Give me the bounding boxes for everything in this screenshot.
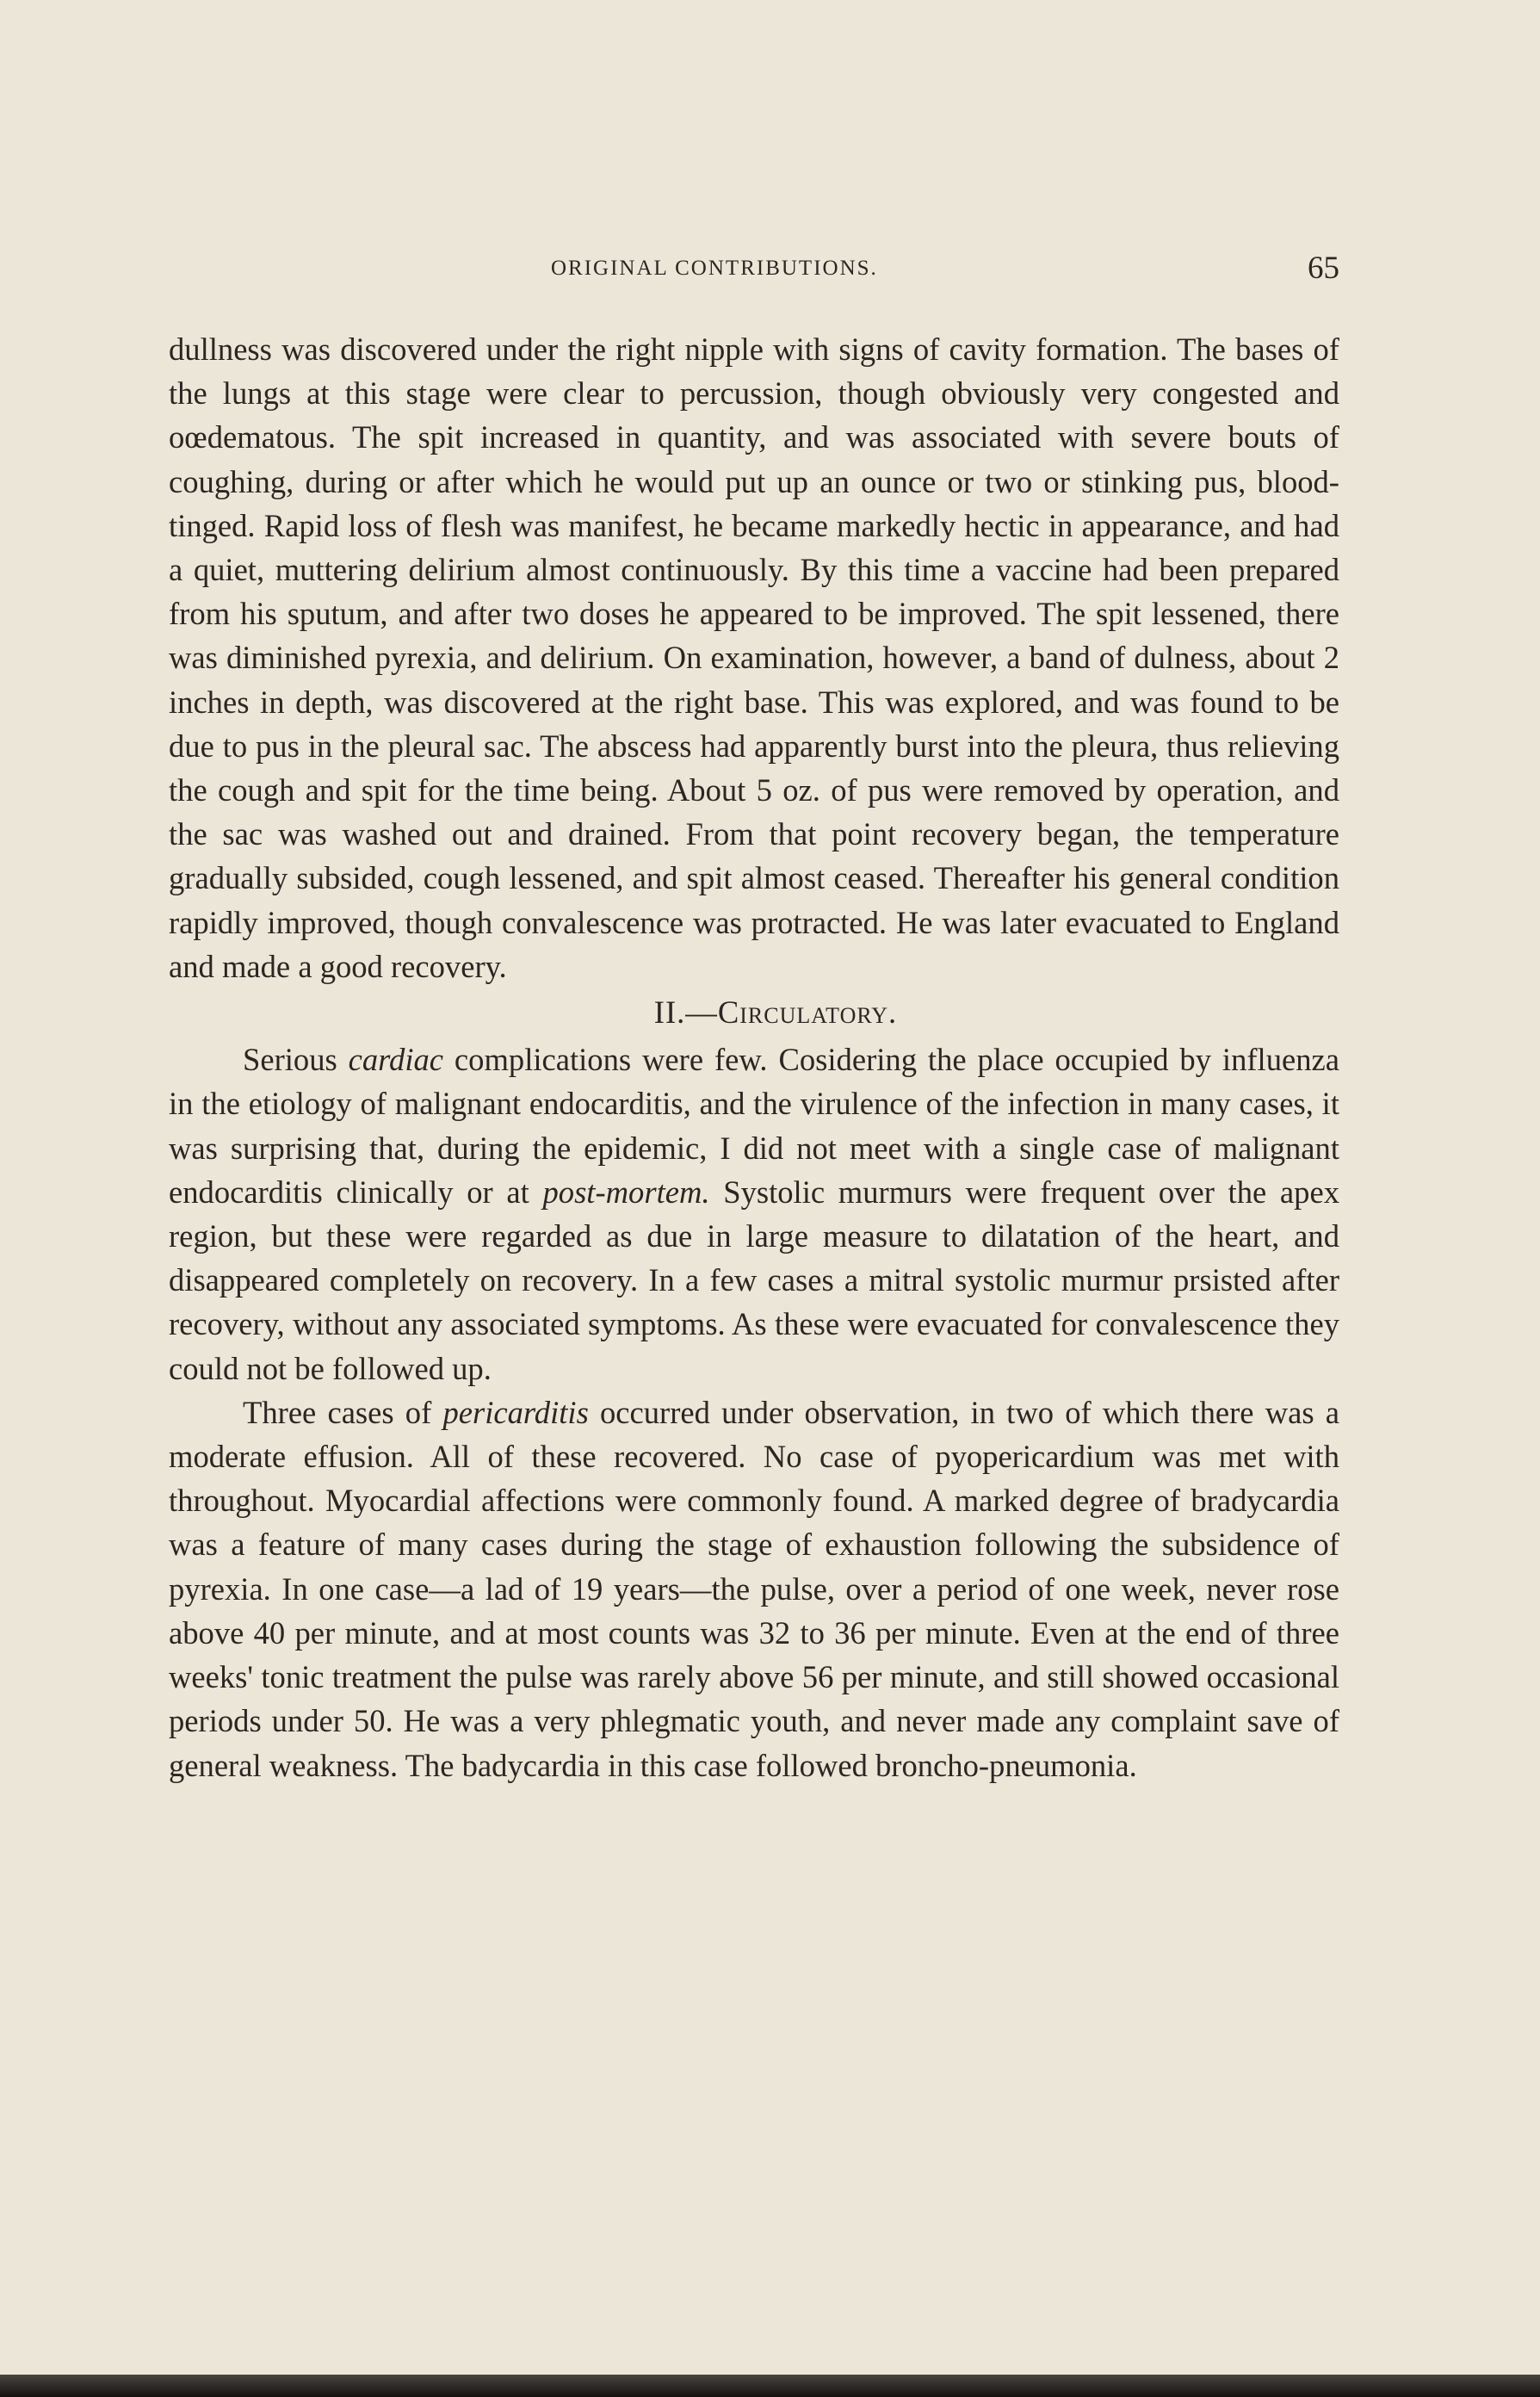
page-number: 65 xyxy=(1308,251,1339,286)
text-run: Systolic murmurs were frequent over the apex region, but these were regarded as due in large measure to dilatation of the heart, and disappeared completely on recovery. In a few cases a mitral systolic murmur prsisted after recovery, without any associated symptoms. As these were evacuated for convalescence they could not be followed up. xyxy=(169,1174,1339,1386)
body-text xyxy=(169,327,1339,1787)
paragraph-pericarditis xyxy=(169,1391,1339,1787)
italic-term-cardiac: cardiac xyxy=(348,1042,444,1078)
text-run: Serious xyxy=(243,1042,349,1078)
italic-term-pericarditis: pericarditis xyxy=(442,1394,589,1430)
text-run: occurred under observation, in two of which there was a moderate effusion. All of these recovered. No case of pyopericardium was met with throughout. Myocardial affections were commonly found. A marked degree of bradycardia was a feature of many cases during the stage of exhaustion following the subsidence of pyrexia. In one case—a lad of 19 years—the pulse, over a period of one week, never rose above 40 per minute, and at most counts was 32 to 36 per minute. Even at the end of three weeks' tonic treatment the pulse was rarely above 56 per minute, and still showed occasional periods under 50. He was a very phlegmatic youth, and never made any complaint save of general weakness. The badycardia in this case followed broncho-pneumonia. xyxy=(169,1394,1339,1783)
page-header xyxy=(172,250,1339,293)
paragraph-case-history: dullness was discovered under the right nipple with signs of cavity formation. The bases of the lungs at this stage were clear to percussion, though obviously very congested and oœdematous. The spit increased in quantity, and was associated with severe bouts of coughing, during or after which he would put up an ounce or two or stinking pus, blood-tinged. Rapid loss of flesh was manifest, he became markedly hectic in appearance, and had a quiet, muttering delirium almost continuously. By this time a vaccine had been prepared from his sputum, and after two doses he appeared to be improved. The spit lessened, there was diminished pyrexia, and delirium. On examination, however, a band of dulness, about 2 inches in depth, was discovered at the right base. This was explored, and was found to be due to pus in the pleural sac. The abscess had apparently burst into the pleura, thus relieving the cough and spit for the time being. About 5 oz. of pus were removed by operation, and the sac was washed out and drained. From that point recovery began, the temperature gradually subsided, cough lessened, and spit almost ceased. Thereafter his general condition rapidly improved, though convalescence was protracted. He was later evacuated to England and made a good recovery. xyxy=(169,331,1339,984)
page-bottom-edge xyxy=(0,2375,1540,2397)
running-head: ORIGINAL CONTRIBUTIONS. xyxy=(551,257,878,280)
italic-term-post-mortem: post-mortem. xyxy=(542,1174,710,1210)
text-run: complications were few. Cosidering the place occupied by influenza in the etiology of malignant endocarditis, and the virulence of the infection in many cases, it was surprising that, during the epidemic, I did not meet with a single case of malignant endocarditis clinically or at xyxy=(169,1042,1339,1210)
paragraph-cardiac xyxy=(169,1037,1339,1391)
section-heading-circulatory: II.—Circulatory. xyxy=(653,994,898,1031)
text-run: Three cases of xyxy=(243,1394,443,1430)
